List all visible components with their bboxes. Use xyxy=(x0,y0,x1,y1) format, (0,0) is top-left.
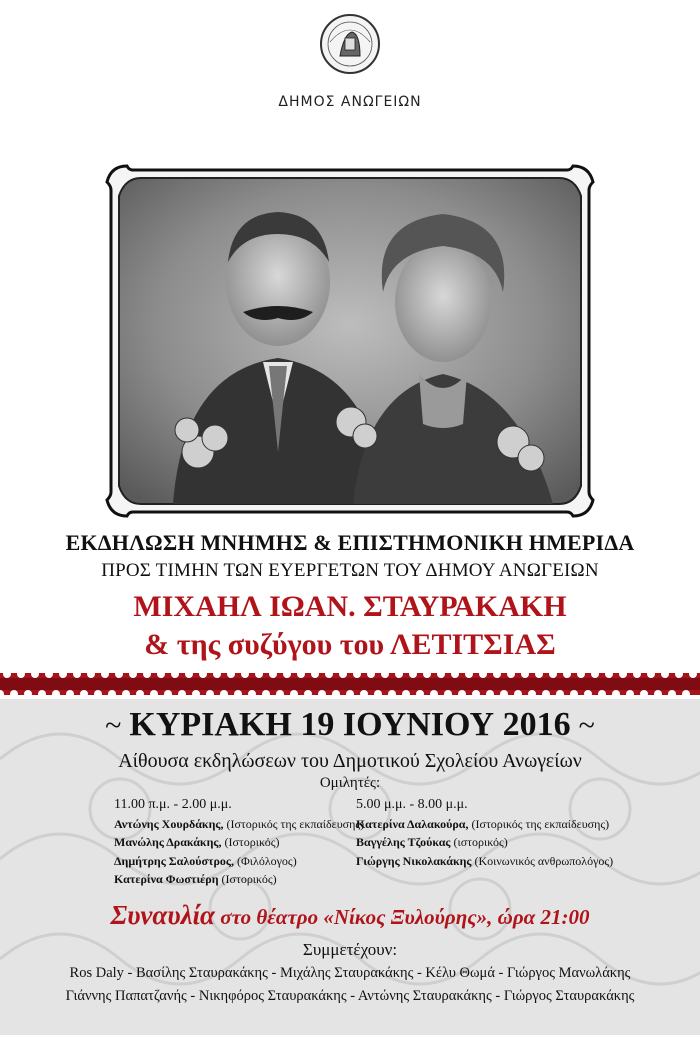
concert-time: ώρα 21:00 xyxy=(492,905,590,929)
decorative-band xyxy=(0,669,700,699)
municipality-seal-logo xyxy=(318,12,382,76)
municipality-name: ΔΗΜΟΣ ΑΝΩΓΕΙΩΝ xyxy=(278,94,422,110)
speaker-name: Αντώνης Χουρδάκης, xyxy=(114,816,224,831)
event-subtitle: ΠΡΟΣ ΤΙΜΗΝ ΤΩΝ ΕΥΕΡΓΕΤΩΝ ΤΟΥ ΔΗΜΟΥ ΑΝΩΓΕΙΩΝ xyxy=(101,560,599,581)
speaker-role: (ιστορικός) xyxy=(450,835,508,849)
left-flourish-icon: ~ xyxy=(105,709,122,742)
speaker-item xyxy=(114,815,364,834)
speaker-item xyxy=(114,870,364,889)
participants-line: Ros Daly - Βασίλης Σταυρακάκης - Μιχάλης Σταυρακάκης - Κέλυ Θωμά - Γιώργος Μανωλάκης xyxy=(69,965,631,981)
speaker-name: Δημήτρης Σαλούστρος, xyxy=(114,853,234,868)
concert-announcement xyxy=(0,900,700,931)
concert-venue: στο θέατρο «Νίκος Ξυλούρης», xyxy=(215,905,493,929)
speaker-role: (Ιστορικός) xyxy=(218,872,277,886)
concert-word: Συναυλία xyxy=(110,900,215,930)
event-date-text: ΚΥΡΙΑΚΗ 19 ΙΟΥΝΙΟΥ 2016 xyxy=(129,706,571,743)
speaker-name: Κατερίνα Φωστιέρη xyxy=(114,872,219,886)
speakers-heading: Ομιλητές: xyxy=(319,775,381,791)
event-venue: Αίθουσα εκδηλώσεων του Δημοτικού Σχολείου Ανωγείων xyxy=(118,750,582,772)
speaker-role: (Ιστορικός της εκπαίδευσης) xyxy=(223,816,365,831)
event-date xyxy=(0,706,700,744)
participants-heading: Συμμετέχουν: xyxy=(302,940,398,959)
speaker-item xyxy=(356,815,613,834)
speaker-name: Κατερίνα Δαλακούρα, xyxy=(356,816,469,831)
speaker-role: (Ιστορικός) xyxy=(221,835,280,849)
speaker-name: Μανώλης Δρακάκης, xyxy=(114,835,222,849)
morning-session xyxy=(114,796,364,889)
speaker-item xyxy=(114,833,364,852)
afternoon-session xyxy=(356,796,613,870)
benefactor-spouse: & της συζύγου του ΛΕΤΙΤΣΙΑΣ xyxy=(144,628,556,661)
speaker-item xyxy=(114,852,364,871)
speaker-name: Βαγγέλης Τζούκας xyxy=(356,835,451,849)
session-time: 11.00 π.μ. - 2.00 μ.μ. xyxy=(114,797,232,812)
speaker-item xyxy=(356,852,613,871)
event-title: ΕΚΔΗΛΩΣΗ ΜΝΗΜΗΣ & ΕΠΙΣΤΗΜΟΝΙΚΗ ΗΜΕΡΙΔΑ xyxy=(65,530,635,555)
benefactors-portrait xyxy=(103,162,597,520)
speaker-role: (Ιστορικός της εκπαίδευσης) xyxy=(468,816,610,831)
speaker-name: Γιώργης Νικολακάκης xyxy=(356,853,472,868)
speaker-role: (Κοινωνικός ανθρωπολόγος) xyxy=(471,853,614,868)
speaker-role: (Φιλόλογος) xyxy=(234,853,297,868)
participants-line: Γιάννης Παπατζανής - Νικηφόρος Σταυρακάκης - Αντώνης Σταυρακάκης - Γιώργος Σταυρακάκης xyxy=(65,988,635,1004)
speaker-item xyxy=(356,833,613,852)
benefactor-name: ΜΙΧΑΗΛ ΙΩΑΝ. ΣΤΑΥΡΑΚΑΚΗ xyxy=(133,590,567,623)
session-time: 5.00 μ.μ. - 8.00 μ.μ. xyxy=(356,797,468,812)
right-flourish-icon: ~ xyxy=(578,709,595,742)
